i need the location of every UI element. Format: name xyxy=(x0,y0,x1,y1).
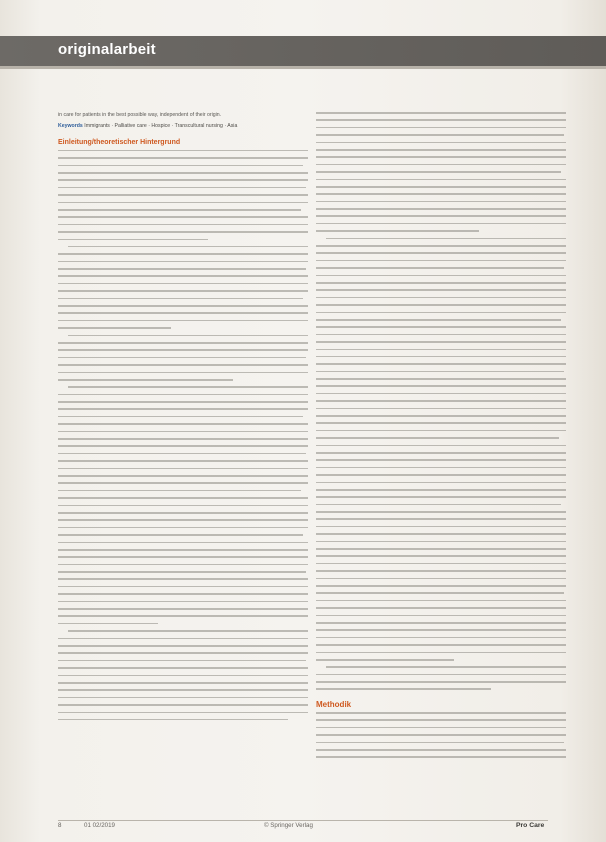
text-line xyxy=(316,408,566,410)
body-text-block xyxy=(58,150,308,721)
text-line xyxy=(316,134,564,136)
text-line xyxy=(58,608,308,610)
text-line xyxy=(316,734,566,736)
text-line xyxy=(316,208,566,210)
text-line xyxy=(58,564,308,566)
text-line xyxy=(316,319,561,321)
text-line xyxy=(316,356,566,358)
text-line xyxy=(58,305,308,307)
text-line xyxy=(316,289,566,291)
text-line xyxy=(58,623,158,625)
text-line xyxy=(58,312,308,314)
text-line xyxy=(58,423,308,425)
text-line xyxy=(316,727,566,729)
text-line xyxy=(316,445,566,447)
text-line xyxy=(316,385,566,387)
abstract-tail: in care for patients in the best possible way, independent of their origin. xyxy=(58,112,222,118)
text-line xyxy=(68,335,308,337)
text-line xyxy=(58,179,308,181)
text-line xyxy=(316,156,566,158)
text-line xyxy=(316,415,566,417)
text-line xyxy=(316,659,454,661)
text-line xyxy=(58,675,308,677)
keywords-text: Immigrants · Palliative care · Hospice · Transcultural nursing · Asia xyxy=(84,123,238,130)
text-line xyxy=(316,607,566,609)
text-line xyxy=(316,719,566,721)
text-line xyxy=(58,172,308,174)
text-line xyxy=(316,260,566,262)
text-line xyxy=(316,563,566,565)
keywords-label: Keywords xyxy=(58,123,83,130)
text-line xyxy=(58,224,308,226)
text-line xyxy=(316,252,566,254)
text-line xyxy=(58,408,308,410)
text-line xyxy=(316,674,566,676)
text-line xyxy=(58,697,308,699)
text-line xyxy=(58,638,308,640)
text-line xyxy=(58,394,308,396)
text-line xyxy=(58,704,308,706)
text-line xyxy=(316,341,566,343)
text-line xyxy=(316,282,566,284)
text-line xyxy=(316,171,561,173)
text-line xyxy=(58,660,306,662)
text-line xyxy=(316,474,566,476)
text-line xyxy=(316,201,566,203)
text-line xyxy=(316,127,566,129)
text-line xyxy=(316,430,566,432)
text-line xyxy=(316,459,566,461)
text-line xyxy=(58,327,171,329)
text-line xyxy=(316,437,559,439)
text-line xyxy=(316,541,566,543)
text-line xyxy=(58,527,308,529)
text-line xyxy=(316,688,491,690)
header-divider xyxy=(0,66,606,69)
text-line xyxy=(58,283,308,285)
text-line xyxy=(316,600,566,602)
text-line xyxy=(58,512,308,514)
text-line xyxy=(58,342,308,344)
text-line xyxy=(316,496,566,498)
text-line xyxy=(316,142,566,144)
text-line xyxy=(316,504,561,506)
text-line xyxy=(58,401,308,403)
text-line xyxy=(58,209,301,211)
text-line xyxy=(316,326,566,328)
text-line xyxy=(58,490,301,492)
issue-info: 01 02/2019 xyxy=(84,822,115,829)
body-text-block xyxy=(316,712,566,758)
text-line xyxy=(316,179,566,181)
text-line xyxy=(58,275,308,277)
text-line xyxy=(316,267,564,269)
text-line xyxy=(68,246,308,248)
text-line xyxy=(326,238,566,240)
text-line xyxy=(58,320,308,322)
text-line xyxy=(316,452,566,454)
text-line xyxy=(316,511,566,513)
text-line xyxy=(316,489,566,491)
text-line xyxy=(58,645,308,647)
keywords-line xyxy=(58,123,308,130)
text-line xyxy=(58,468,308,470)
left-text-column xyxy=(58,112,308,726)
text-line xyxy=(316,164,566,166)
text-line xyxy=(58,445,308,447)
section-label: originalarbeit xyxy=(58,41,156,58)
text-line xyxy=(316,112,566,114)
text-line xyxy=(58,298,303,300)
text-line xyxy=(316,297,566,299)
text-line xyxy=(316,467,566,469)
text-line xyxy=(58,578,308,580)
text-line xyxy=(58,719,288,721)
text-line xyxy=(58,549,308,551)
text-line xyxy=(316,644,566,646)
text-line xyxy=(58,712,308,714)
text-line xyxy=(58,519,308,521)
text-line xyxy=(316,712,566,714)
text-line xyxy=(58,364,308,366)
text-line xyxy=(58,453,306,455)
text-line xyxy=(58,497,308,499)
text-line xyxy=(316,681,566,683)
text-line xyxy=(316,592,564,594)
text-line xyxy=(58,475,308,477)
text-line xyxy=(316,304,566,306)
text-line xyxy=(316,422,566,424)
text-line xyxy=(58,165,303,167)
text-line xyxy=(58,357,306,359)
text-line xyxy=(316,652,566,654)
text-line xyxy=(58,239,208,241)
text-line xyxy=(58,372,308,374)
heading-methods: Methodik xyxy=(316,700,352,710)
text-line xyxy=(316,193,566,195)
text-line xyxy=(58,652,308,654)
text-line xyxy=(316,629,566,631)
text-line xyxy=(316,518,566,520)
text-line xyxy=(316,378,566,380)
text-line xyxy=(316,223,566,225)
text-line xyxy=(316,215,566,217)
text-line xyxy=(316,578,566,580)
text-line xyxy=(58,187,306,189)
text-line xyxy=(58,202,308,204)
text-line xyxy=(316,363,566,365)
text-line xyxy=(316,742,564,744)
text-line xyxy=(58,689,308,691)
footer-divider xyxy=(58,820,548,821)
publisher: © Springer Verlag xyxy=(264,822,313,829)
text-line xyxy=(58,150,308,152)
text-line xyxy=(58,194,308,196)
text-line xyxy=(316,637,566,639)
text-line xyxy=(58,586,308,588)
text-line xyxy=(58,571,306,573)
journal-name: Pro Care xyxy=(516,822,545,829)
text-line xyxy=(58,460,308,462)
text-line xyxy=(58,253,308,255)
text-line xyxy=(58,216,308,218)
text-line xyxy=(316,756,566,758)
text-line xyxy=(316,334,566,336)
text-line xyxy=(316,400,566,402)
text-line xyxy=(316,349,566,351)
text-line xyxy=(316,371,564,373)
text-line xyxy=(326,666,566,668)
text-line xyxy=(316,230,479,232)
text-line xyxy=(58,349,308,351)
text-line xyxy=(58,261,308,263)
text-line xyxy=(58,667,308,669)
text-line xyxy=(316,526,566,528)
text-line xyxy=(68,630,308,632)
text-line xyxy=(58,231,308,233)
text-line xyxy=(316,615,566,617)
text-line xyxy=(58,379,233,381)
text-line xyxy=(58,157,308,159)
text-line xyxy=(316,482,566,484)
text-line xyxy=(58,542,308,544)
body-text-block xyxy=(316,112,566,690)
text-line xyxy=(58,682,308,684)
text-line xyxy=(316,149,566,151)
text-line xyxy=(316,570,566,572)
page-number: 8 xyxy=(58,822,62,829)
text-line xyxy=(58,482,308,484)
text-line xyxy=(316,186,566,188)
text-line xyxy=(316,749,566,751)
text-line xyxy=(58,556,308,558)
text-line xyxy=(316,622,566,624)
text-line xyxy=(316,312,566,314)
text-line xyxy=(58,268,306,270)
text-line xyxy=(58,416,303,418)
text-line xyxy=(68,386,308,388)
text-line xyxy=(58,438,308,440)
text-line xyxy=(316,119,566,121)
text-line xyxy=(316,585,566,587)
text-line xyxy=(316,533,566,535)
right-text-column xyxy=(316,112,566,764)
text-line xyxy=(316,548,566,550)
text-line xyxy=(316,555,566,557)
text-line xyxy=(58,615,308,617)
text-line xyxy=(58,593,308,595)
heading-introduction: Einleitung/theoretischer Hintergrund xyxy=(58,138,181,146)
text-line xyxy=(58,601,308,603)
text-line xyxy=(316,393,566,395)
text-line xyxy=(58,534,303,536)
text-line xyxy=(58,290,308,292)
text-line xyxy=(316,245,566,247)
text-line xyxy=(316,275,566,277)
text-line xyxy=(58,505,308,507)
text-line xyxy=(58,431,308,433)
